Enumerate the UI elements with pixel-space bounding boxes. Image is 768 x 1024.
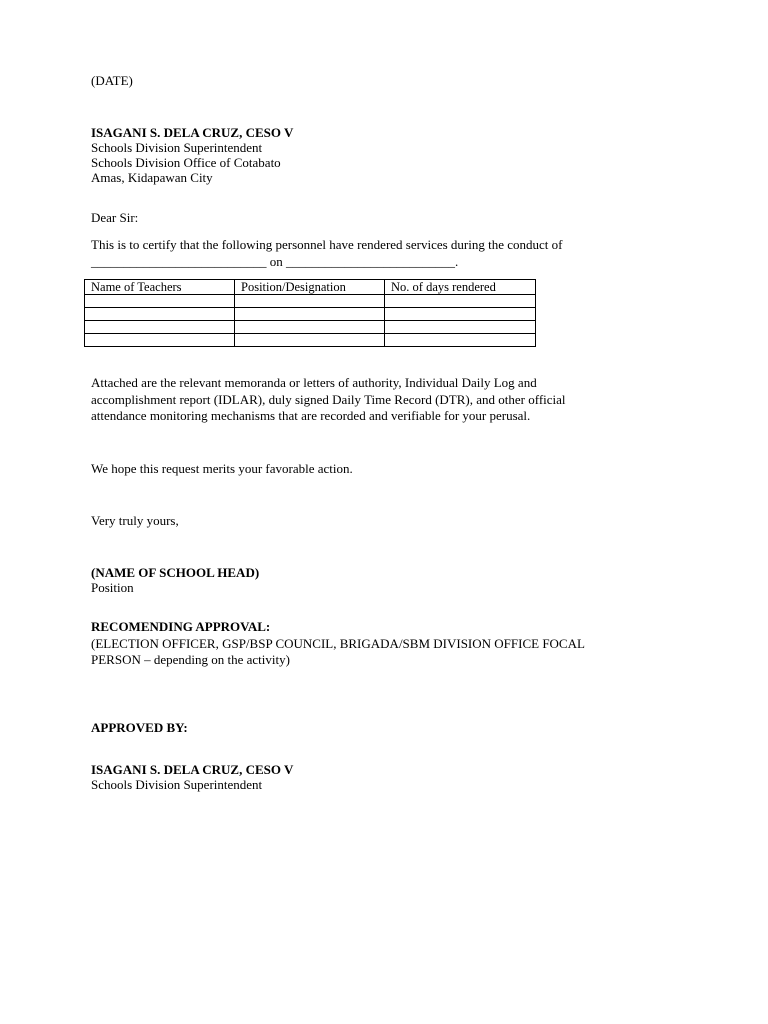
table-row bbox=[85, 308, 536, 321]
table-cell bbox=[385, 334, 536, 347]
table-cell bbox=[235, 321, 385, 334]
attached-paragraph bbox=[91, 375, 691, 425]
approved-heading: APPROVED BY: bbox=[91, 720, 188, 735]
recipient-name: ISAGANI S. DELA CRUZ, CESO V bbox=[91, 125, 294, 140]
recipient-block bbox=[91, 125, 293, 185]
recipient-address: Amas, Kidapawan City bbox=[91, 170, 213, 185]
table-cell bbox=[85, 295, 235, 308]
recipient-title: Schools Division Superintendent bbox=[91, 140, 263, 155]
table-cell bbox=[385, 321, 536, 334]
table-header: No. of days rendered bbox=[385, 280, 536, 295]
attached-line-3: attendance monitoring mechanisms that are recorded and verifiable for your perusal. bbox=[91, 408, 531, 423]
table-row bbox=[85, 295, 536, 308]
table-cell bbox=[235, 308, 385, 321]
table-header: Name of Teachers bbox=[85, 280, 235, 295]
attached-line-1: Attached are the relevant memoranda or letters of authority, Individual Daily Log and bbox=[91, 375, 537, 390]
table-cell bbox=[85, 334, 235, 347]
certify-line-2: ___________________________ on __________________________. bbox=[91, 253, 459, 269]
recommending-block bbox=[91, 619, 691, 669]
table-header-row bbox=[85, 280, 536, 295]
recommending-line-1: (ELECTION OFFICER, GSP/BSP COUNCIL, BRIGADA/SBM DIVISION OFFICE FOCAL bbox=[91, 635, 585, 651]
table-header: Position/Designation bbox=[235, 280, 385, 295]
recipient-office: Schools Division Office of Cotabato bbox=[91, 155, 281, 170]
signatory-name: (NAME OF SCHOOL HEAD) bbox=[91, 565, 260, 580]
date-placeholder: (DATE) bbox=[91, 73, 133, 88]
table-cell bbox=[385, 308, 536, 321]
personnel-table bbox=[84, 279, 536, 347]
table-cell bbox=[85, 308, 235, 321]
table-cell bbox=[385, 295, 536, 308]
table-row bbox=[85, 321, 536, 334]
table-cell bbox=[235, 334, 385, 347]
signatory-position: Position bbox=[91, 580, 134, 595]
table-cell bbox=[235, 295, 385, 308]
closing-line: Very truly yours, bbox=[91, 513, 179, 528]
certify-line-1: This is to certify that the following personnel have rendered services during the conduct of bbox=[91, 237, 563, 252]
approver-name: ISAGANI S. DELA CRUZ, CESO V bbox=[91, 762, 294, 777]
approver-title: Schools Division Superintendent bbox=[91, 777, 263, 792]
signatory-block bbox=[91, 565, 259, 595]
hope-line: We hope this request merits your favorable action. bbox=[91, 461, 353, 476]
recommending-heading: RECOMENDING APPROVAL: bbox=[91, 619, 271, 634]
certify-paragraph bbox=[91, 237, 691, 270]
recommending-line-2: PERSON – depending on the activity) bbox=[91, 652, 290, 667]
attached-line-2: accomplishment report (IDLAR), duly signed Daily Time Record (DTR), and other official bbox=[91, 391, 566, 407]
table-row bbox=[85, 334, 536, 347]
approved-block bbox=[91, 762, 293, 792]
salutation: Dear Sir: bbox=[91, 210, 139, 225]
table-cell bbox=[85, 321, 235, 334]
